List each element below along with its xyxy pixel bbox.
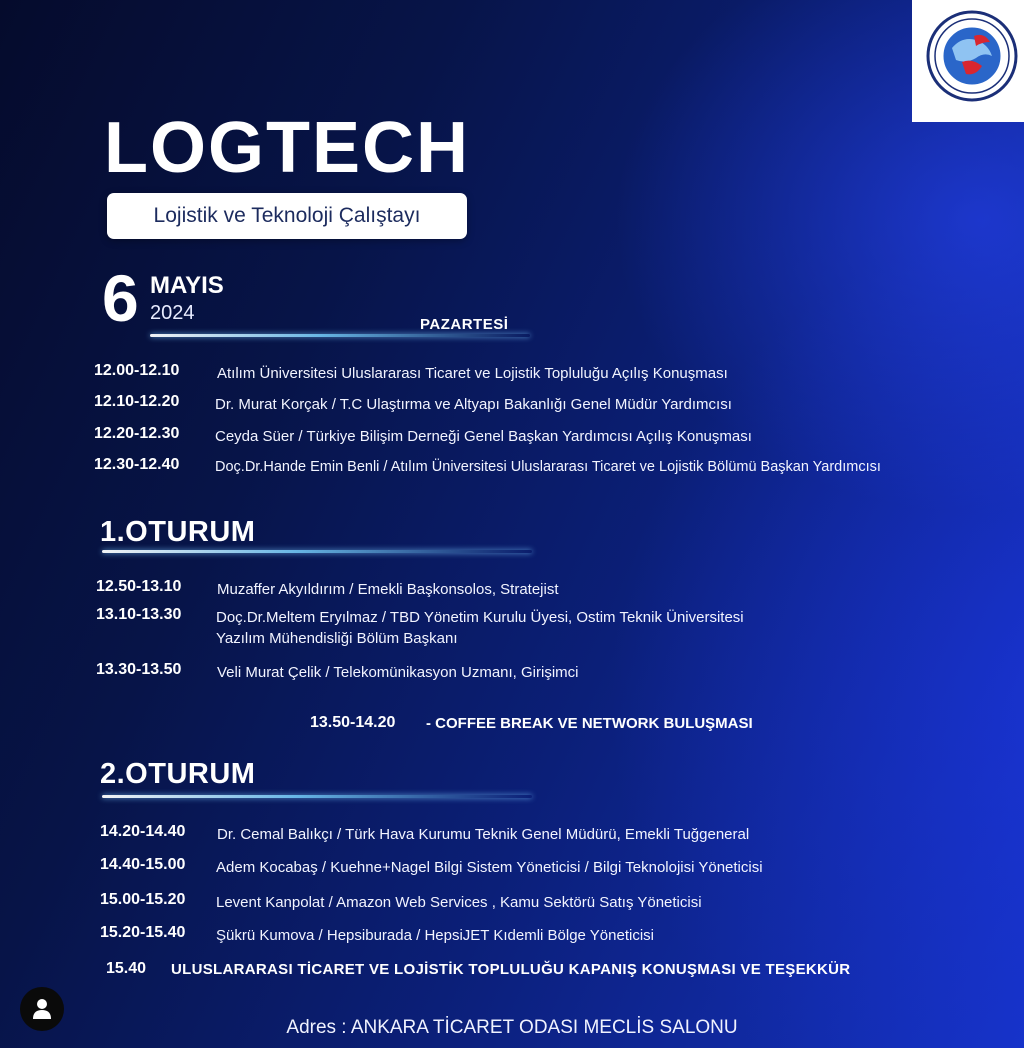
row-desc: Veli Murat Çelik / Telekomünikasyon Uzmanı, Girişimci: [217, 664, 579, 681]
coffee-break-label: - COFFEE BREAK VE NETWORK BULUŞMASI: [426, 715, 753, 732]
row-time: 15.00-15.20: [100, 891, 186, 908]
divider-line: [102, 795, 532, 798]
session-2-title: 2.OTURUM: [100, 758, 256, 790]
profile-avatar-button[interactable]: [20, 987, 64, 1031]
row-time: 14.40-15.00: [100, 856, 186, 873]
divider-line: [102, 550, 532, 553]
community-logo-icon: [926, 6, 1018, 106]
row-desc: Dr. Cemal Balıkçı / Türk Hava Kurumu Teknik Genel Müdürü, Emekli Tuğgeneral: [217, 826, 750, 843]
event-subtitle: Lojistik ve Teknoloji Çalıştayı: [107, 193, 467, 239]
row-desc: Levent Kanpolat / Amazon Web Services , Kamu Sektörü Satış Yöneticisi: [216, 894, 702, 911]
row-time: 12.30-12.40: [94, 456, 180, 473]
row-desc: Adem Kocabaş / Kuehne+Nagel Bilgi Sistem Yöneticisi / Bilgi Teknolojisi Yöneticisi: [216, 859, 763, 876]
row-desc: Şükrü Kumova / Hepsiburada / HepsiJET Kıdemli Bölge Yöneticisi: [216, 927, 654, 944]
closing-time: 15.40: [106, 960, 147, 977]
row-desc: Doç.Dr.Hande Emin Benli / Atılım Üniversitesi Uluslararası Ticaret ve Lojistik Bölümü Başkan Yardımcısı: [215, 459, 881, 475]
event-title: LOGTECH: [104, 108, 470, 188]
row-desc-continued: Yazılım Mühendisliği Bölüm Başkanı: [216, 630, 458, 647]
coffee-break-time: 13.50-14.20: [310, 714, 396, 731]
event-day-name: PAZARTESİ: [420, 316, 509, 333]
row-time: 12.50-13.10: [96, 578, 182, 595]
closing-label: ULUSLARARASI TİCARET VE LOJİSTİK TOPLULUĞU KAPANIŞ KONUŞMASI VE TEŞEKKÜR: [171, 961, 851, 978]
row-time: 12.20-12.30: [94, 425, 180, 442]
venue-address: Adres : ANKARA TİCARET ODASI MECLİS SALONU: [286, 1017, 738, 1038]
event-date-day: 6: [102, 261, 139, 335]
row-time: 15.20-15.40: [100, 924, 186, 941]
row-time: 14.20-14.40: [100, 823, 186, 840]
row-time: 12.10-12.20: [94, 393, 180, 410]
community-logo: [912, 0, 1024, 122]
row-desc: Ceyda Süer / Türkiye Bilişim Derneği Genel Başkan Yardımcısı Açılış Konuşması: [215, 428, 752, 445]
user-icon: [32, 998, 52, 1020]
row-desc: Dr. Murat Korçak / T.C Ulaştırma ve Altyapı Bakanlığı Genel Müdür Yardımcısı: [215, 396, 732, 413]
row-desc: Doç.Dr.Meltem Eryılmaz / TBD Yönetim Kurulu Üyesi, Ostim Teknik Üniversitesi: [216, 609, 744, 626]
row-time: 13.10-13.30: [96, 606, 182, 623]
session-1-title: 1.OTURUM: [100, 516, 256, 548]
event-date-month: MAYIS: [150, 272, 224, 299]
row-time: 12.00-12.10: [94, 362, 180, 379]
row-time: 13.30-13.50: [96, 661, 182, 678]
row-desc: Atılım Üniversitesi Uluslararası Ticaret ve Lojistik Topluluğu Açılış Konuşması: [217, 365, 728, 382]
divider-line: [150, 334, 530, 337]
row-desc: Muzaffer Akyıldırım / Emekli Başkonsolos, Stratejist: [217, 581, 559, 598]
event-date-year: 2024: [150, 302, 195, 324]
